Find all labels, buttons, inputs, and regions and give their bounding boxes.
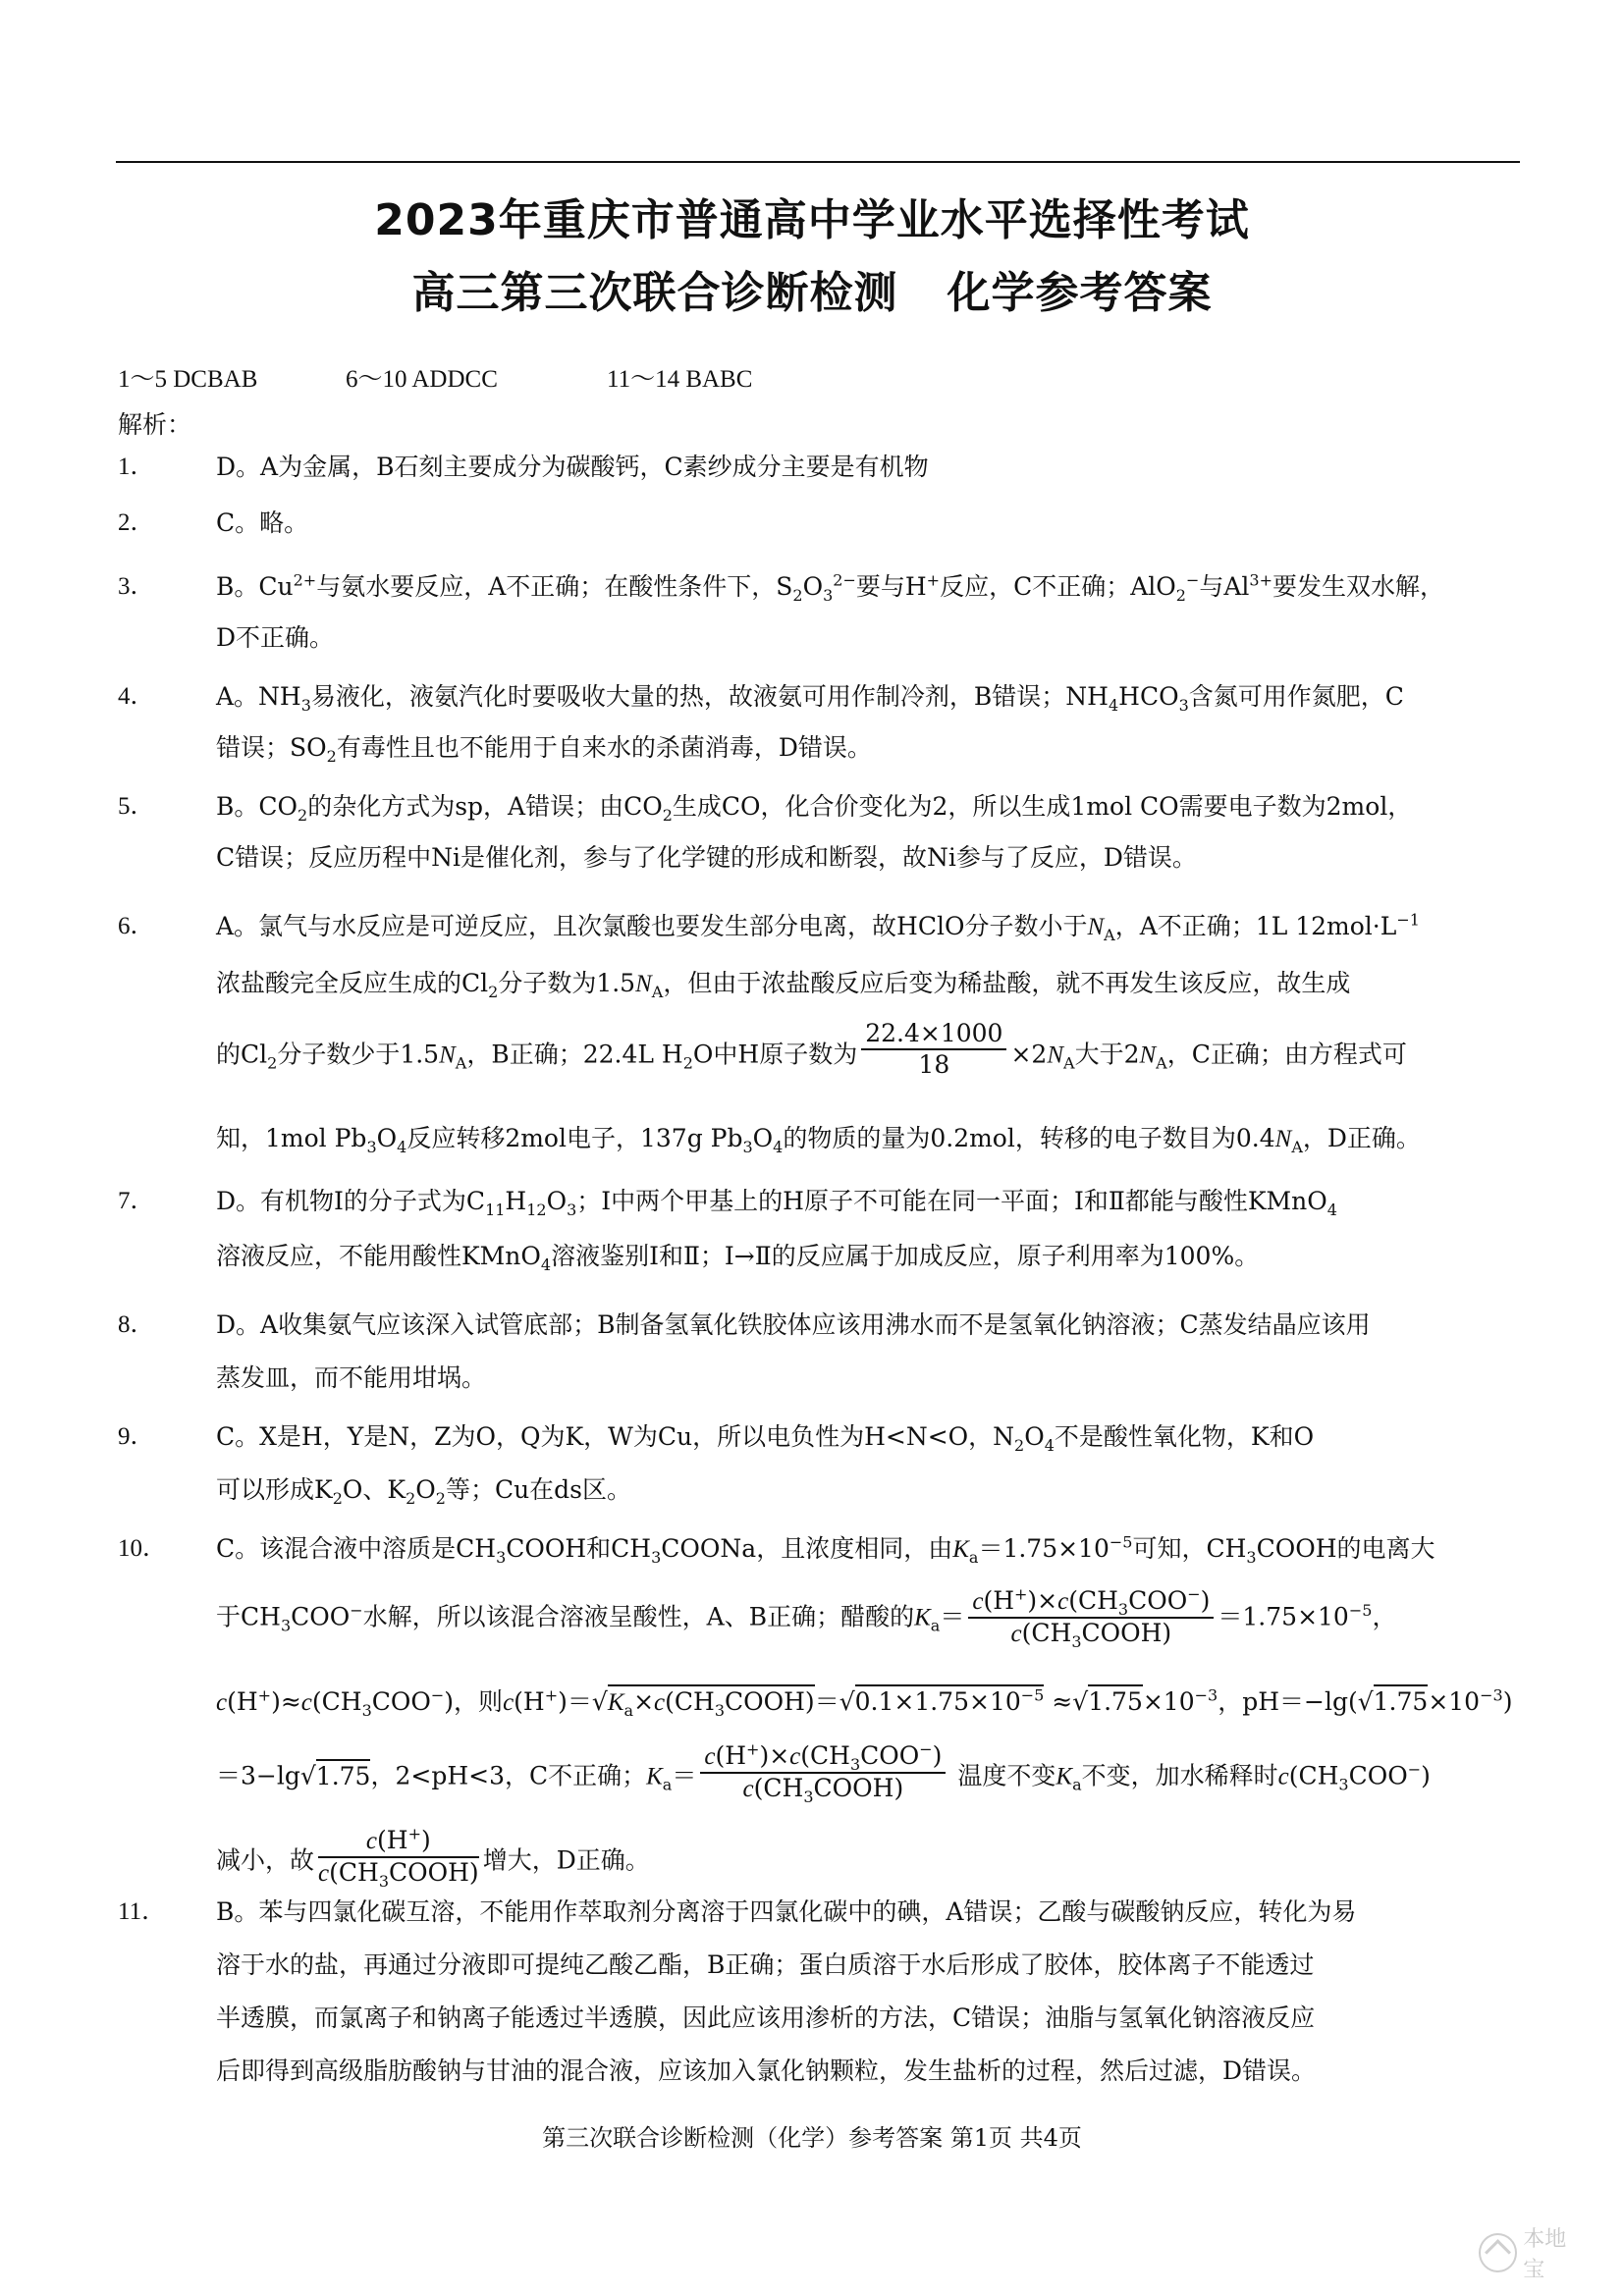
- answer-range-2: 6～10 ADDCC: [346, 366, 498, 393]
- header-rule: [116, 161, 1520, 163]
- answer-range-1: 1～5 DCBAB: [118, 366, 258, 393]
- page-title: 2023年重庆市普通高中学业水平选择性考试: [374, 195, 1250, 245]
- page-subtitle: 高三第三次联合诊断检测 化学参考答案: [411, 268, 1213, 318]
- answer-key: [118, 359, 752, 395]
- watermark: [1479, 2227, 1587, 2282]
- house-icon: [1479, 2233, 1517, 2272]
- page-footer: 第三次联合诊断检测（化学）参考答案 第1页 共4页: [542, 2124, 1082, 2152]
- analysis-label: 解析：: [118, 410, 192, 439]
- answer-range-3: 11～14 BABC: [607, 366, 753, 393]
- watermark-text: 本地宝: [1523, 2227, 1567, 2282]
